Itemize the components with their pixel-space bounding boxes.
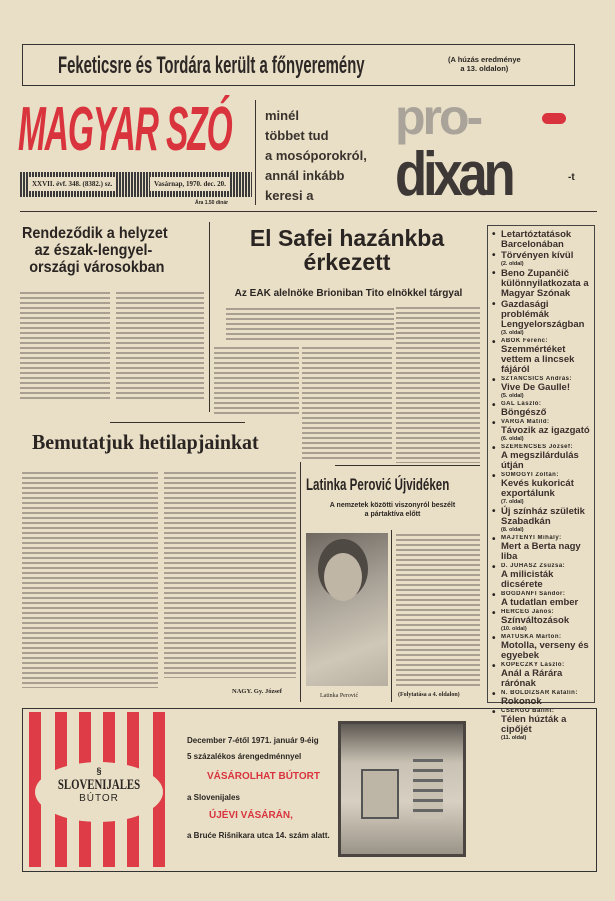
item-title: Motolla, verseny és egyebek — [501, 640, 589, 661]
headline-line: érkezett — [303, 249, 391, 276]
slovenijales-logo — [29, 712, 173, 867]
logo-s-icon: § — [96, 766, 102, 776]
item-page: (6. oldal) — [501, 436, 524, 442]
divider — [391, 530, 392, 702]
contents-sidebar — [487, 225, 595, 741]
ad-line: a mosóporokról, — [265, 148, 367, 163]
headline-line: Rendeződik a helyzet — [22, 225, 168, 242]
item-title: Anál a Rárára rárónak — [501, 668, 563, 689]
item-page: (5. oldal) — [501, 393, 524, 399]
contents-item[interactable] — [490, 376, 592, 400]
item-author: • VARGA Matild: — [501, 419, 550, 425]
contents-item[interactable] — [490, 300, 592, 337]
item-title: A tudatlan ember — [501, 597, 579, 608]
article-body — [302, 345, 392, 462]
item-title: Böngésző — [501, 407, 547, 418]
contents-item[interactable] — [490, 609, 592, 633]
item-author: • KOPECZKY László: — [501, 662, 565, 668]
item-page: (10. oldal) — [501, 626, 527, 632]
contents-item[interactable] — [490, 444, 592, 471]
contents-item[interactable] — [490, 507, 592, 534]
article-subhead — [305, 501, 480, 519]
issue-number: XXVII. évf. 348. (8382.) sz. — [28, 177, 116, 191]
contents-item[interactable] — [490, 269, 592, 299]
ad-line: a Bruće Rišnikara utca 14. szám alatt. — [187, 831, 330, 840]
contents-item[interactable] — [490, 419, 592, 443]
issue-date: Vasárnap, 1970. dec. 20. — [150, 177, 230, 191]
article-lead — [226, 306, 394, 340]
contents-item[interactable] — [490, 401, 592, 418]
brand-badge — [542, 113, 566, 124]
article-headline-safei — [212, 226, 482, 274]
logo-oval — [35, 762, 163, 822]
item-title: Télen húzták a cipőjét — [501, 714, 567, 735]
brand-suffix: -t — [568, 172, 575, 183]
item-author: • N. BOLDIZSÁR Katalin: — [501, 690, 578, 696]
article-body — [22, 470, 158, 688]
masthead-info-bar — [20, 172, 252, 197]
slovenijales-ad — [22, 708, 597, 872]
article-headline-poland — [22, 226, 168, 276]
item-author: • ABOK Ferenc: — [501, 338, 549, 344]
ad-line: annál inkább — [265, 168, 345, 183]
contents-item[interactable] — [490, 535, 592, 562]
contents-item[interactable] — [490, 634, 592, 661]
contents-item[interactable] — [490, 338, 592, 375]
item-title: A milicisták dicsérete — [501, 569, 554, 590]
item-title: • Beno Zupančič különnyilatkozata a Magyar Szónak — [501, 268, 589, 299]
photo-caption: Latinka Perović — [320, 693, 359, 699]
byline: NAGY. Gy. József — [232, 688, 282, 695]
item-title: Távozik az igazgató — [501, 425, 590, 436]
divider — [255, 100, 256, 205]
article-body — [214, 345, 299, 415]
article-headline-perovic: Latinka Perović Újvidéken — [306, 475, 450, 494]
contents-item[interactable] — [490, 690, 592, 707]
item-page: (11. oldal) — [501, 735, 527, 741]
item-title: Kevés kukoricát exportálunk — [501, 478, 574, 499]
brand-pro: pro- — [395, 89, 481, 145]
ad-line: December 7-étől 1971. január 9-éig — [187, 736, 319, 745]
divider — [335, 465, 480, 466]
item-author: • SZTANCSICS András: — [501, 376, 573, 382]
divider — [209, 222, 210, 412]
item-page: (3. oldal) — [501, 330, 524, 336]
subhead-line: a pártaktíva előtt — [364, 511, 421, 518]
banner-note-line: a 13. oldalon) — [460, 64, 509, 73]
article-subhead: Az EAK alelnöke Brioniban Tito elnökkel tárgyal — [234, 288, 463, 299]
article-body — [396, 305, 480, 463]
item-title: • Letartóztatások Barcelonában — [501, 229, 572, 250]
headline-line: országi városokban — [29, 258, 165, 276]
brand-dixan: dixan — [395, 140, 512, 209]
banner-note — [448, 55, 521, 73]
item-author: • SZERENCSÉS József: — [501, 444, 574, 450]
contents-item[interactable] — [490, 472, 592, 506]
item-title: Vive De Gaulle! — [501, 382, 570, 393]
article-body — [20, 290, 110, 400]
article-body — [396, 532, 480, 687]
masthead-logo: MAGYAR SZÓ — [18, 95, 232, 164]
article-body — [116, 290, 204, 402]
item-title: A megszilárdulás útján — [501, 450, 579, 471]
logo-sub: BÚTOR — [79, 793, 119, 804]
furniture-photo — [338, 721, 466, 857]
divider — [110, 422, 245, 423]
item-author: • HERCEG János: — [501, 609, 555, 615]
divider — [300, 462, 301, 702]
ad-line: a Slovenijales — [187, 793, 240, 802]
banner-headline: Feketicsre és Tordára került a főnyeremény — [58, 52, 365, 79]
divider — [20, 211, 597, 212]
price: Ára 1.50 dinár — [195, 200, 229, 206]
ad-highlight: ÚJÉVI VÁSÁRÁN, — [209, 810, 293, 821]
article-body — [164, 470, 296, 678]
article-headline-weeklies: Bemutatjuk hetilapjainkat — [32, 430, 259, 454]
headline-line: az észak-lengyel- — [34, 241, 153, 259]
item-title: • Törvényen kívül — [501, 250, 574, 261]
item-page: (2. oldal) — [501, 261, 524, 267]
logo-brand: SLOVENIJALES — [57, 777, 141, 793]
contents-item[interactable] — [490, 662, 592, 689]
banner-note-line: (A húzás eredménye — [448, 55, 521, 64]
item-author: • D. JUHÁSZ Zsuzsa: — [501, 563, 566, 569]
item-page: (7. oldal) — [501, 499, 524, 505]
contents-item[interactable] — [490, 591, 592, 608]
ad-line: keresi a — [265, 188, 314, 203]
item-author: • MAJTÉNYI Mihály: — [501, 535, 562, 541]
ad-line: 5 százalékos árengedménnyel — [187, 752, 302, 761]
item-title: • Új színház születik Szabadkán — [501, 506, 585, 527]
portrait-face — [324, 553, 362, 601]
item-author: • MATUSKA Márton: — [501, 634, 562, 640]
ad-line: többet tud — [265, 128, 329, 143]
item-title: • Gazdasági problémák Lengyelországban — [501, 299, 585, 330]
item-page: (8. oldal) — [501, 527, 524, 533]
item-title: Színváltozások — [501, 615, 570, 626]
item-author: • CSERGŐ Bálint: — [501, 708, 555, 714]
continued-note: (Folytatása a 4. oldalon) — [398, 692, 460, 698]
item-title: Rokonok — [501, 696, 542, 707]
portrait-photo — [306, 533, 388, 686]
contents-item[interactable] — [490, 251, 592, 268]
ad-highlight: VÁSÁROLHAT BÚTORT — [207, 771, 320, 782]
item-title: Mert a Berta nagy liba — [501, 541, 581, 562]
headline-line: El Safei hazánkba — [249, 225, 445, 251]
item-author: • BOGDÁNFI Sándor: — [501, 591, 566, 597]
item-title: Szemmértéket vettem a lincsek fájáról — [501, 344, 575, 375]
item-author: • SOMOGYI Zoltán: — [501, 472, 559, 478]
item-author: • GÁL László: — [501, 401, 542, 407]
ad-line: minél — [265, 108, 299, 123]
contents-item[interactable] — [490, 563, 592, 590]
subhead-line: A nemzetek közötti viszonyról beszélt — [329, 502, 456, 509]
contents-item[interactable] — [490, 230, 592, 250]
